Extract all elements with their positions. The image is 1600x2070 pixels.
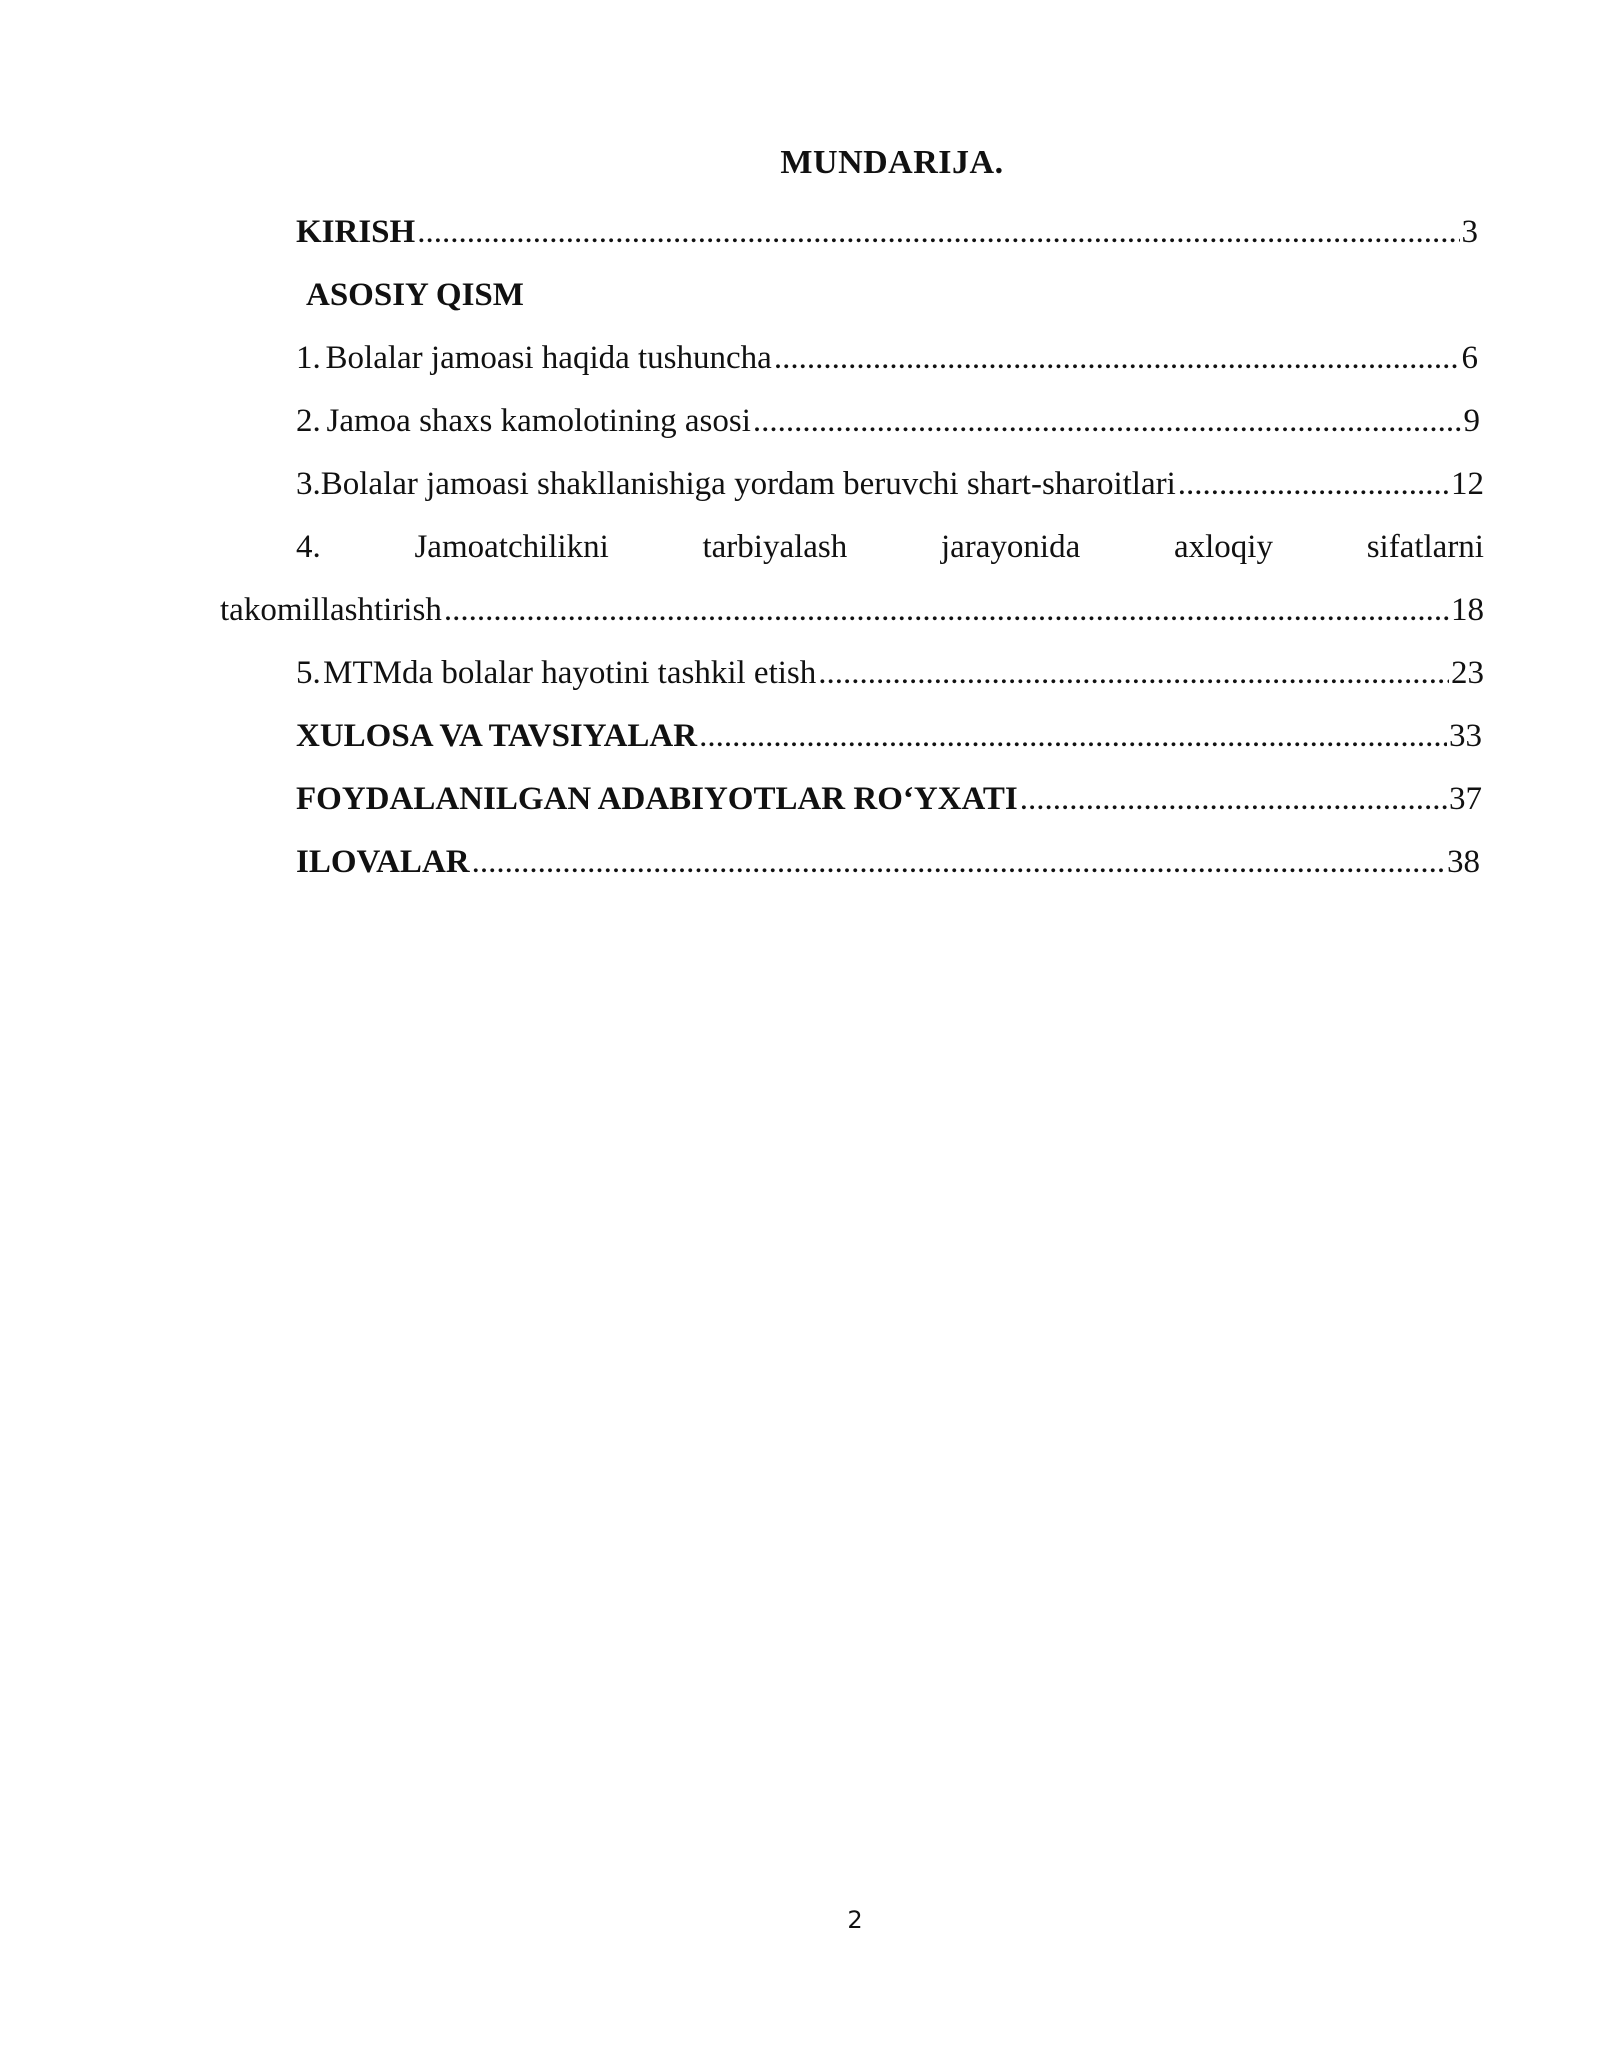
toc-label: FOYDALANILGAN ADABIYOTLAR RO‘YXATI xyxy=(296,781,1018,817)
toc-label: ILOVALAR xyxy=(296,844,470,880)
toc-page-number: 12 xyxy=(1451,466,1484,502)
toc-word: tarbiyalash xyxy=(702,529,848,565)
toc-word: sifatlarni xyxy=(1366,529,1484,565)
toc-page-number: 6 xyxy=(1461,340,1478,376)
toc-label: Bolalar jamoasi shakllanishiga yordam beruvchi shart-sharoitlari xyxy=(320,466,1176,502)
toc-page-number: 37 xyxy=(1449,781,1482,817)
toc-heading-asosiy-qism xyxy=(306,275,524,315)
toc-entry-5 xyxy=(296,653,1484,693)
toc-label: XULOSA VA TAVSIYALAR xyxy=(296,718,698,754)
toc-page-number: 38 xyxy=(1447,844,1480,880)
page-number-footer: 2 xyxy=(847,1906,863,1934)
toc-entry-4-line-1 xyxy=(296,527,1484,567)
toc-label: Jamoa shaxs kamolotining asosi xyxy=(326,403,751,439)
toc-label: MTMda bolalar hayotini tashkil etish xyxy=(323,655,817,691)
toc-entry-3 xyxy=(296,464,1484,504)
toc-item-number: 2. xyxy=(296,403,321,439)
toc-entry-xulosa xyxy=(296,716,1482,756)
toc-item-number: 1. xyxy=(296,340,321,376)
dot-leader xyxy=(1020,779,1447,819)
toc-word: Jamoatchilikni xyxy=(414,529,609,565)
toc-word: axloqiy xyxy=(1173,529,1273,565)
toc-entry-adabiyotlar xyxy=(296,779,1482,819)
dot-leader xyxy=(417,212,1459,252)
toc-label: ASOSIY QISM xyxy=(306,277,524,313)
toc-entry-2 xyxy=(296,401,1480,441)
dot-leader xyxy=(753,401,1462,441)
page-title: MUNDARIJA. xyxy=(780,144,1004,181)
toc-label: Bolalar jamoasi haqida tushuncha xyxy=(325,340,772,376)
toc-entry-ilovalar xyxy=(296,842,1480,882)
toc-page-number: 3 xyxy=(1461,214,1478,250)
toc-label: takomillashtirish xyxy=(220,592,442,628)
toc-entry-1 xyxy=(296,338,1478,378)
dot-leader xyxy=(818,653,1449,693)
toc-item-number: 4. xyxy=(296,529,321,565)
toc-item-number: 5. xyxy=(296,655,321,691)
toc-word: jarayonida xyxy=(940,529,1081,565)
toc-entry-kirish xyxy=(296,212,1478,252)
toc-page-number: 9 xyxy=(1463,403,1480,439)
dot-leader xyxy=(699,716,1447,756)
toc-item-number: 3. xyxy=(296,466,321,502)
dot-leader xyxy=(444,590,1449,630)
dot-leader xyxy=(774,338,1460,378)
toc-entry-4-line-2 xyxy=(220,590,1484,630)
toc-page-number: 33 xyxy=(1449,718,1482,754)
dot-leader xyxy=(1178,464,1449,504)
dot-leader xyxy=(472,842,1445,882)
toc-page-number: 23 xyxy=(1451,655,1484,691)
toc-label: KIRISH xyxy=(296,214,416,250)
toc-page-number: 18 xyxy=(1451,592,1484,628)
